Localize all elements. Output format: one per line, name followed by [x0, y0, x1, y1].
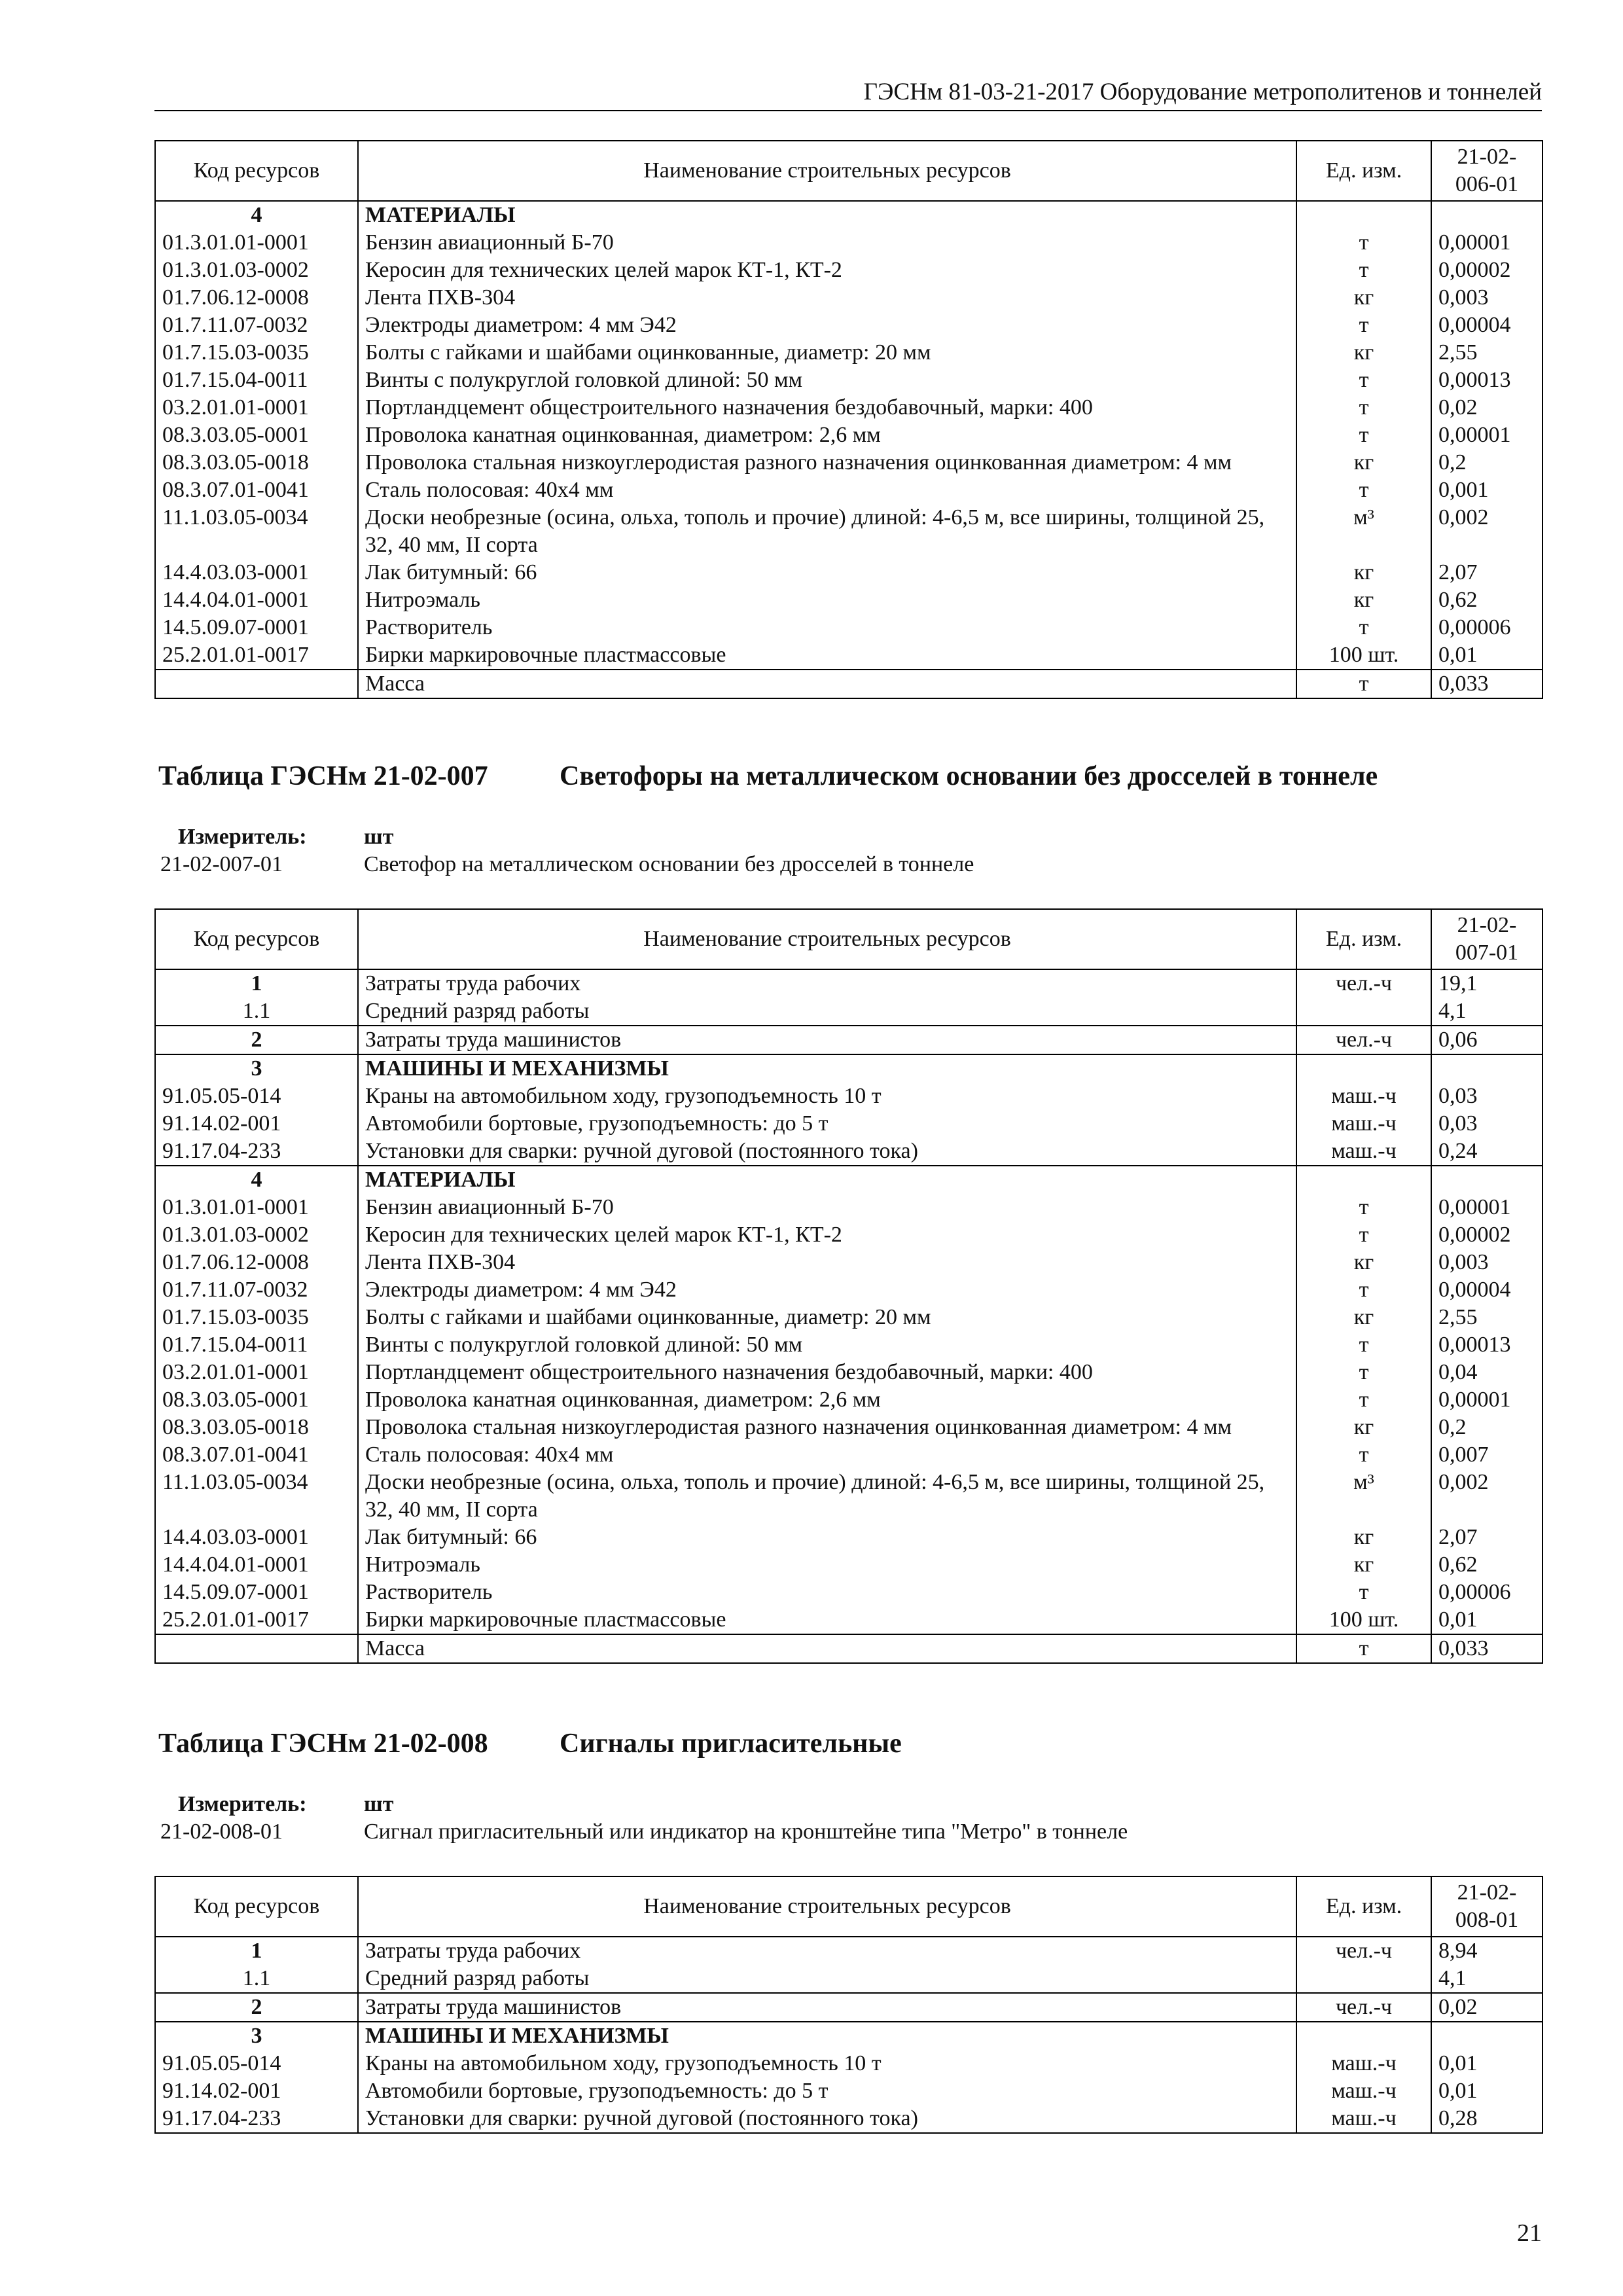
- resource-value: 0,00001: [1431, 1194, 1543, 1221]
- table-row: [155, 504, 1543, 559]
- resource-code: 01.7.06.12-0008: [155, 1249, 358, 1276]
- resource-name: Лента ПХВ-304: [358, 1249, 1296, 1276]
- table-row: [155, 1551, 1543, 1579]
- resource-unit: кг: [1296, 559, 1431, 586]
- resource-name: Проволока стальная низкоуглеродистая разного назначения оцинкованная диаметром: 4 мм: [358, 449, 1296, 476]
- resource-name: Сталь полосовая: 40х4 мм: [358, 476, 1296, 504]
- col-header-value: 21-02-008-01: [1431, 1876, 1543, 1937]
- resource-value: [1431, 1166, 1543, 1194]
- resource-name: Установки для сварки: ручной дуговой (постоянного тока): [358, 1138, 1296, 1166]
- table-row: [155, 339, 1543, 367]
- resource-name: Затраты труда рабочих: [358, 1937, 1296, 1965]
- resource-code: 91.05.05-014: [155, 2050, 358, 2077]
- resource-code: 1.1: [155, 1965, 358, 1993]
- resource-value: 2,55: [1431, 1304, 1543, 1331]
- resource-value: 0,002: [1431, 504, 1543, 559]
- resource-unit: маш.-ч: [1296, 2050, 1431, 2077]
- resource-name: Винты с полукруглой головкой длиной: 50 мм: [358, 1331, 1296, 1359]
- col-header-name: Наименование строительных ресурсов: [358, 909, 1296, 969]
- resource-unit: маш.-ч: [1296, 1110, 1431, 1138]
- table-title: Сигналы пригласительные: [560, 1729, 902, 1759]
- table-row: [155, 2050, 1543, 2077]
- col-header-code: Код ресурсов: [155, 1876, 358, 1937]
- resource-unit: т: [1296, 312, 1431, 339]
- resource-name: Установки для сварки: ручной дуговой (постоянного тока): [358, 2105, 1296, 2133]
- resource-unit: [1296, 201, 1431, 229]
- col-header-unit: Ед. изм.: [1296, 141, 1431, 201]
- resource-code: 01.3.01.01-0001: [155, 1194, 358, 1221]
- resource-code: 11.1.03.05-0034: [155, 1469, 358, 1524]
- resource-value: 0,62: [1431, 586, 1543, 614]
- resource-name: Средний разряд работы: [358, 1965, 1296, 1993]
- table-row: [155, 1579, 1543, 1606]
- resource-name: Растворитель: [358, 1579, 1296, 1606]
- resource-code: 1.1: [155, 997, 358, 1026]
- resource-code: 01.7.15.04-0011: [155, 367, 358, 394]
- resource-value: 0,01: [1431, 1606, 1543, 1634]
- resource-code: 14.5.09.07-0001: [155, 1579, 358, 1606]
- resource-unit: т: [1296, 422, 1431, 449]
- resource-name: Лента ПХВ-304: [358, 284, 1296, 312]
- page-header: [154, 73, 1542, 111]
- resource-value: 0,00004: [1431, 312, 1543, 339]
- resource-value: 2,07: [1431, 1524, 1543, 1551]
- resource-name: Нитроэмаль: [358, 586, 1296, 614]
- table-heading-21-02-008: [158, 1728, 902, 1759]
- resource-unit: [1296, 1054, 1431, 1083]
- resource-name: Доски необрезные (осина, ольха, тополь и прочие) длиной: 4-6,5 м, все ширины, толщиной 25, 32, 40 мм, II сорта: [358, 504, 1296, 559]
- resource-code: 91.17.04-233: [155, 1138, 358, 1166]
- resource-code: 3: [155, 1054, 358, 1083]
- table-row: [155, 1083, 1543, 1110]
- resource-unit: маш.-ч: [1296, 2105, 1431, 2133]
- resource-name: Винты с полукруглой головкой длиной: 50 мм: [358, 367, 1296, 394]
- resource-unit: 100 шт.: [1296, 1606, 1431, 1634]
- resource-table-21-02-007: [154, 908, 1543, 1664]
- resource-code: 01.3.01.03-0002: [155, 1221, 358, 1249]
- table-row: [155, 969, 1543, 997]
- item-code: 21-02-008-01: [160, 1820, 283, 1844]
- resource-value: 2,07: [1431, 559, 1543, 586]
- resource-unit: кг: [1296, 1304, 1431, 1331]
- resource-code: 01.3.01.03-0002: [155, 257, 358, 284]
- col-header-value: 21-02-007-01: [1431, 909, 1543, 969]
- table-row: [155, 229, 1543, 257]
- resource-name: Нитроэмаль: [358, 1551, 1296, 1579]
- resource-code: 3: [155, 2022, 358, 2050]
- resource-value: 0,06: [1431, 1026, 1543, 1054]
- resource-code: 08.3.03.05-0001: [155, 1386, 358, 1414]
- resource-unit: чел.-ч: [1296, 1026, 1431, 1054]
- resource-unit: т: [1296, 476, 1431, 504]
- resource-code: 91.17.04-233: [155, 2105, 358, 2133]
- table-row: [155, 1965, 1543, 1993]
- resource-value: 0,03: [1431, 1110, 1543, 1138]
- mass-unit: т: [1296, 1634, 1431, 1663]
- table-row: [155, 1249, 1543, 1276]
- resource-code: 25.2.01.01-0017: [155, 641, 358, 670]
- resource-code: 03.2.01.01-0001: [155, 1359, 358, 1386]
- measure-unit: шт: [364, 1792, 394, 1816]
- resource-code: 14.5.09.07-0001: [155, 614, 358, 641]
- resource-name: Лак битумный: 66: [358, 1524, 1296, 1551]
- resource-value: 0,03: [1431, 1083, 1543, 1110]
- resource-value: [1431, 1054, 1543, 1083]
- page-number: 21: [1517, 2219, 1542, 2247]
- resource-unit: кг: [1296, 586, 1431, 614]
- resource-unit: чел.-ч: [1296, 1993, 1431, 2022]
- table-row: [155, 284, 1543, 312]
- table-number: Таблица ГЭСНм 21-02-008: [158, 1729, 488, 1759]
- resource-code: 08.3.03.05-0018: [155, 449, 358, 476]
- resource-unit: кг: [1296, 284, 1431, 312]
- resource-name: Электроды диаметром: 4 мм Э42: [358, 1276, 1296, 1304]
- table-row: [155, 422, 1543, 449]
- resource-unit: т: [1296, 257, 1431, 284]
- table-row: [155, 641, 1543, 670]
- col-header-code: Код ресурсов: [155, 141, 358, 201]
- resource-name: Бензин авиационный Б-70: [358, 229, 1296, 257]
- resource-name: Бензин авиационный Б-70: [358, 1194, 1296, 1221]
- resource-unit: т: [1296, 1441, 1431, 1469]
- resource-code: 91.14.02-001: [155, 1110, 358, 1138]
- resource-code: 14.4.03.03-0001: [155, 1524, 358, 1551]
- resource-code: 4: [155, 201, 358, 229]
- resource-code: 08.3.07.01-0041: [155, 1441, 358, 1469]
- resource-value: 0,003: [1431, 1249, 1543, 1276]
- item-name: Светофор на металлическом основании без дросселей в тоннеле: [364, 852, 974, 876]
- table-row: [155, 367, 1543, 394]
- resource-unit: т: [1296, 1386, 1431, 1414]
- resource-value: [1431, 2022, 1543, 2050]
- resource-unit: [1296, 997, 1431, 1026]
- resource-unit: т: [1296, 1194, 1431, 1221]
- resource-code: 01.7.15.03-0035: [155, 339, 358, 367]
- resource-name: Доски необрезные (осина, ольха, тополь и прочие) длиной: 4-6,5 м, все ширины, толщиной 25, 32, 40 мм, II сорта: [358, 1469, 1296, 1524]
- table-row: [155, 1026, 1543, 1054]
- resource-name: Бирки маркировочные пластмассовые: [358, 1606, 1296, 1634]
- resource-code: 08.3.03.05-0018: [155, 1414, 358, 1441]
- resource-name: Лак битумный: 66: [358, 559, 1296, 586]
- resource-value: 0,2: [1431, 449, 1543, 476]
- mass-value: 0,033: [1431, 1634, 1543, 1663]
- resource-value: 0,28: [1431, 2105, 1543, 2133]
- resource-code: 91.14.02-001: [155, 2077, 358, 2105]
- mass-label: Масса: [358, 670, 1296, 698]
- mass-label: Масса: [358, 1634, 1296, 1663]
- table-row: [155, 1221, 1543, 1249]
- resource-value: 0,00002: [1431, 1221, 1543, 1249]
- resource-code: 14.4.03.03-0001: [155, 559, 358, 586]
- resource-code: 25.2.01.01-0017: [155, 1606, 358, 1634]
- resource-name: МАТЕРИАЛЫ: [358, 1166, 1296, 1194]
- resource-unit: кг: [1296, 449, 1431, 476]
- resource-unit: м³: [1296, 504, 1431, 559]
- resource-name: Портландцемент общестроительного назначения бездобавочный, марки: 400: [358, 1359, 1296, 1386]
- table-title: Светофоры на металлическом основании без дросселей в тоннеле: [560, 761, 1378, 791]
- resource-code: 08.3.03.05-0001: [155, 422, 358, 449]
- resource-code: 1: [155, 1937, 358, 1965]
- mass-code-empty: [155, 1634, 358, 1663]
- resource-unit: [1296, 2022, 1431, 2050]
- mass-code-empty: [155, 670, 358, 698]
- table-row: [155, 586, 1543, 614]
- resource-code: 2: [155, 1026, 358, 1054]
- resource-code: 1: [155, 969, 358, 997]
- resource-name: Бирки маркировочные пластмассовые: [358, 641, 1296, 670]
- table-heading-21-02-007: [158, 761, 1378, 792]
- resource-value: 8,94: [1431, 1937, 1543, 1965]
- resource-unit: чел.-ч: [1296, 969, 1431, 997]
- resource-name: Автомобили бортовые, грузоподъемность: до 5 т: [358, 1110, 1296, 1138]
- mass-unit: т: [1296, 670, 1431, 698]
- resource-name: Краны на автомобильном ходу, грузоподъемность 10 т: [358, 2050, 1296, 2077]
- resource-value: [1431, 201, 1543, 229]
- resource-value: 0,00002: [1431, 257, 1543, 284]
- resource-code: 14.4.04.01-0001: [155, 586, 358, 614]
- table-row: [155, 997, 1543, 1026]
- table-row: [155, 1331, 1543, 1359]
- table-row: [155, 1937, 1543, 1965]
- section-row: [155, 2022, 1543, 2050]
- item-name: Сигнал пригласительный или индикатор на кронштейне типа "Метро" в тоннеле: [364, 1820, 1128, 1844]
- resource-unit: т: [1296, 1276, 1431, 1304]
- mass-row: [155, 670, 1543, 698]
- resource-name: МАШИНЫ И МЕХАНИЗМЫ: [358, 1054, 1296, 1083]
- resource-code: 91.05.05-014: [155, 1083, 358, 1110]
- resource-value: 0,002: [1431, 1469, 1543, 1524]
- resource-name: Керосин для технических целей марок КТ-1, КТ-2: [358, 257, 1296, 284]
- resource-unit: [1296, 1965, 1431, 1993]
- resource-unit: кг: [1296, 1551, 1431, 1579]
- resource-name: Сталь полосовая: 40х4 мм: [358, 1441, 1296, 1469]
- col-header-unit: Ед. изм.: [1296, 1876, 1431, 1937]
- table-row: [155, 476, 1543, 504]
- resource-unit: маш.-ч: [1296, 2077, 1431, 2105]
- col-header-code: Код ресурсов: [155, 909, 358, 969]
- resource-name: Проволока стальная низкоуглеродистая разного назначения оцинкованная диаметром: 4 мм: [358, 1414, 1296, 1441]
- table-row: [155, 394, 1543, 422]
- table-row: [155, 1138, 1543, 1166]
- resource-value: 0,007: [1431, 1441, 1543, 1469]
- measure-label: Измеритель:: [178, 825, 307, 849]
- resource-code: 01.7.11.07-0032: [155, 1276, 358, 1304]
- resource-unit: т: [1296, 1579, 1431, 1606]
- document-title: ГЭСНм 81-03-21-2017 Оборудование метрополитенов и тоннелей: [863, 79, 1542, 105]
- resource-code: 01.7.15.04-0011: [155, 1331, 358, 1359]
- resource-unit: кг: [1296, 1524, 1431, 1551]
- resource-code: 11.1.03.05-0034: [155, 504, 358, 559]
- table-row: [155, 1469, 1543, 1524]
- resource-name: Проволока канатная оцинкованная, диаметром: 2,6 мм: [358, 1386, 1296, 1414]
- resource-unit: т: [1296, 1359, 1431, 1386]
- resource-value: 0,00013: [1431, 367, 1543, 394]
- table-row: [155, 1414, 1543, 1441]
- resource-value: 0,01: [1431, 641, 1543, 670]
- table-row: [155, 449, 1543, 476]
- resource-value: 0,01: [1431, 2050, 1543, 2077]
- resource-name: Автомобили бортовые, грузоподъемность: до 5 т: [358, 2077, 1296, 2105]
- resource-code: 14.4.04.01-0001: [155, 1551, 358, 1579]
- resource-value: 0,00001: [1431, 1386, 1543, 1414]
- table-row: [155, 1386, 1543, 1414]
- table-row: [155, 1441, 1543, 1469]
- col-header-name: Наименование строительных ресурсов: [358, 141, 1296, 201]
- table-number: Таблица ГЭСНм 21-02-007: [158, 761, 488, 791]
- resource-unit: кг: [1296, 1249, 1431, 1276]
- resource-unit: [1296, 1166, 1431, 1194]
- resource-value: 0,00004: [1431, 1276, 1543, 1304]
- resource-code: 03.2.01.01-0001: [155, 394, 358, 422]
- resource-unit: т: [1296, 1331, 1431, 1359]
- resource-value: 4,1: [1431, 997, 1543, 1026]
- resource-name: Затраты труда рабочих: [358, 969, 1296, 997]
- resource-unit: маш.-ч: [1296, 1083, 1431, 1110]
- resource-value: 0,24: [1431, 1138, 1543, 1166]
- resource-unit: м³: [1296, 1469, 1431, 1524]
- resource-table-21-02-008: [154, 1876, 1543, 2134]
- resource-unit: т: [1296, 1221, 1431, 1249]
- table-row: [155, 1993, 1543, 2022]
- resource-value: 0,2: [1431, 1414, 1543, 1441]
- resource-value: 0,00001: [1431, 422, 1543, 449]
- resource-name: Болты с гайками и шайбами оцинкованные, диаметр: 20 мм: [358, 339, 1296, 367]
- resource-code: 01.3.01.01-0001: [155, 229, 358, 257]
- resource-value: 0,01: [1431, 2077, 1543, 2105]
- table-row: [155, 257, 1543, 284]
- resource-name: МАШИНЫ И МЕХАНИЗМЫ: [358, 2022, 1296, 2050]
- resource-code: 01.7.11.07-0032: [155, 312, 358, 339]
- resource-value: 0,00006: [1431, 1579, 1543, 1606]
- section-row: [155, 201, 1543, 229]
- section-row: [155, 1166, 1543, 1194]
- resource-code: 01.7.06.12-0008: [155, 284, 358, 312]
- measure-unit: шт: [364, 825, 394, 849]
- col-header-unit: Ед. изм.: [1296, 909, 1431, 969]
- resource-unit: т: [1296, 614, 1431, 641]
- resource-unit: кг: [1296, 1414, 1431, 1441]
- resource-value: 0,00013: [1431, 1331, 1543, 1359]
- resource-unit: маш.-ч: [1296, 1138, 1431, 1166]
- resource-name: Краны на автомобильном ходу, грузоподъемность 10 т: [358, 1083, 1296, 1110]
- resource-code: 4: [155, 1166, 358, 1194]
- resource-unit: кг: [1296, 339, 1431, 367]
- resource-value: 19,1: [1431, 969, 1543, 997]
- mass-value: 0,033: [1431, 670, 1543, 698]
- resource-value: 0,02: [1431, 394, 1543, 422]
- col-header-value: 21-02-006-01: [1431, 141, 1543, 201]
- resource-name: Растворитель: [358, 614, 1296, 641]
- resource-name: Средний разряд работы: [358, 997, 1296, 1026]
- resource-name: Портландцемент общестроительного назначения бездобавочный, марки: 400: [358, 394, 1296, 422]
- resource-value: 4,1: [1431, 1965, 1543, 1993]
- resource-value: 0,02: [1431, 1993, 1543, 2022]
- table-row: [155, 312, 1543, 339]
- resource-unit: чел.-ч: [1296, 1937, 1431, 1965]
- table-row: [155, 1276, 1543, 1304]
- table-row: [155, 1304, 1543, 1331]
- item-code: 21-02-007-01: [160, 852, 283, 876]
- resource-value: 0,04: [1431, 1359, 1543, 1386]
- table-row: [155, 1194, 1543, 1221]
- resource-value: 2,55: [1431, 339, 1543, 367]
- resource-name: Затраты труда машинистов: [358, 1026, 1296, 1054]
- measure-label: Измеритель:: [178, 1792, 307, 1816]
- resource-code: 01.7.15.03-0035: [155, 1304, 358, 1331]
- resource-name: Керосин для технических целей марок КТ-1, КТ-2: [358, 1221, 1296, 1249]
- table-row: [155, 2105, 1543, 2133]
- resource-name: МАТЕРИАЛЫ: [358, 201, 1296, 229]
- resource-code: 08.3.07.01-0041: [155, 476, 358, 504]
- section-row: [155, 1054, 1543, 1083]
- resource-name: Проволока канатная оцинкованная, диаметром: 2,6 мм: [358, 422, 1296, 449]
- resource-unit: т: [1296, 394, 1431, 422]
- table-row: [155, 614, 1543, 641]
- resource-code: 2: [155, 1993, 358, 2022]
- resource-value: 0,001: [1431, 476, 1543, 504]
- resource-unit: 100 шт.: [1296, 641, 1431, 670]
- table-row: [155, 1524, 1543, 1551]
- resource-unit: т: [1296, 229, 1431, 257]
- resource-unit: т: [1296, 367, 1431, 394]
- resource-table-21-02-006: [154, 140, 1543, 699]
- table-row: [155, 1359, 1543, 1386]
- table-row: [155, 2077, 1543, 2105]
- resource-name: Затраты труда машинистов: [358, 1993, 1296, 2022]
- resource-name: Болты с гайками и шайбами оцинкованные, диаметр: 20 мм: [358, 1304, 1296, 1331]
- resource-value: 0,003: [1431, 284, 1543, 312]
- col-header-name: Наименование строительных ресурсов: [358, 1876, 1296, 1937]
- resource-value: 0,62: [1431, 1551, 1543, 1579]
- resource-value: 0,00001: [1431, 229, 1543, 257]
- mass-row: [155, 1634, 1543, 1663]
- table-row: [155, 1110, 1543, 1138]
- table-row: [155, 1606, 1543, 1634]
- resource-value: 0,00006: [1431, 614, 1543, 641]
- resource-name: Электроды диаметром: 4 мм Э42: [358, 312, 1296, 339]
- table-row: [155, 559, 1543, 586]
